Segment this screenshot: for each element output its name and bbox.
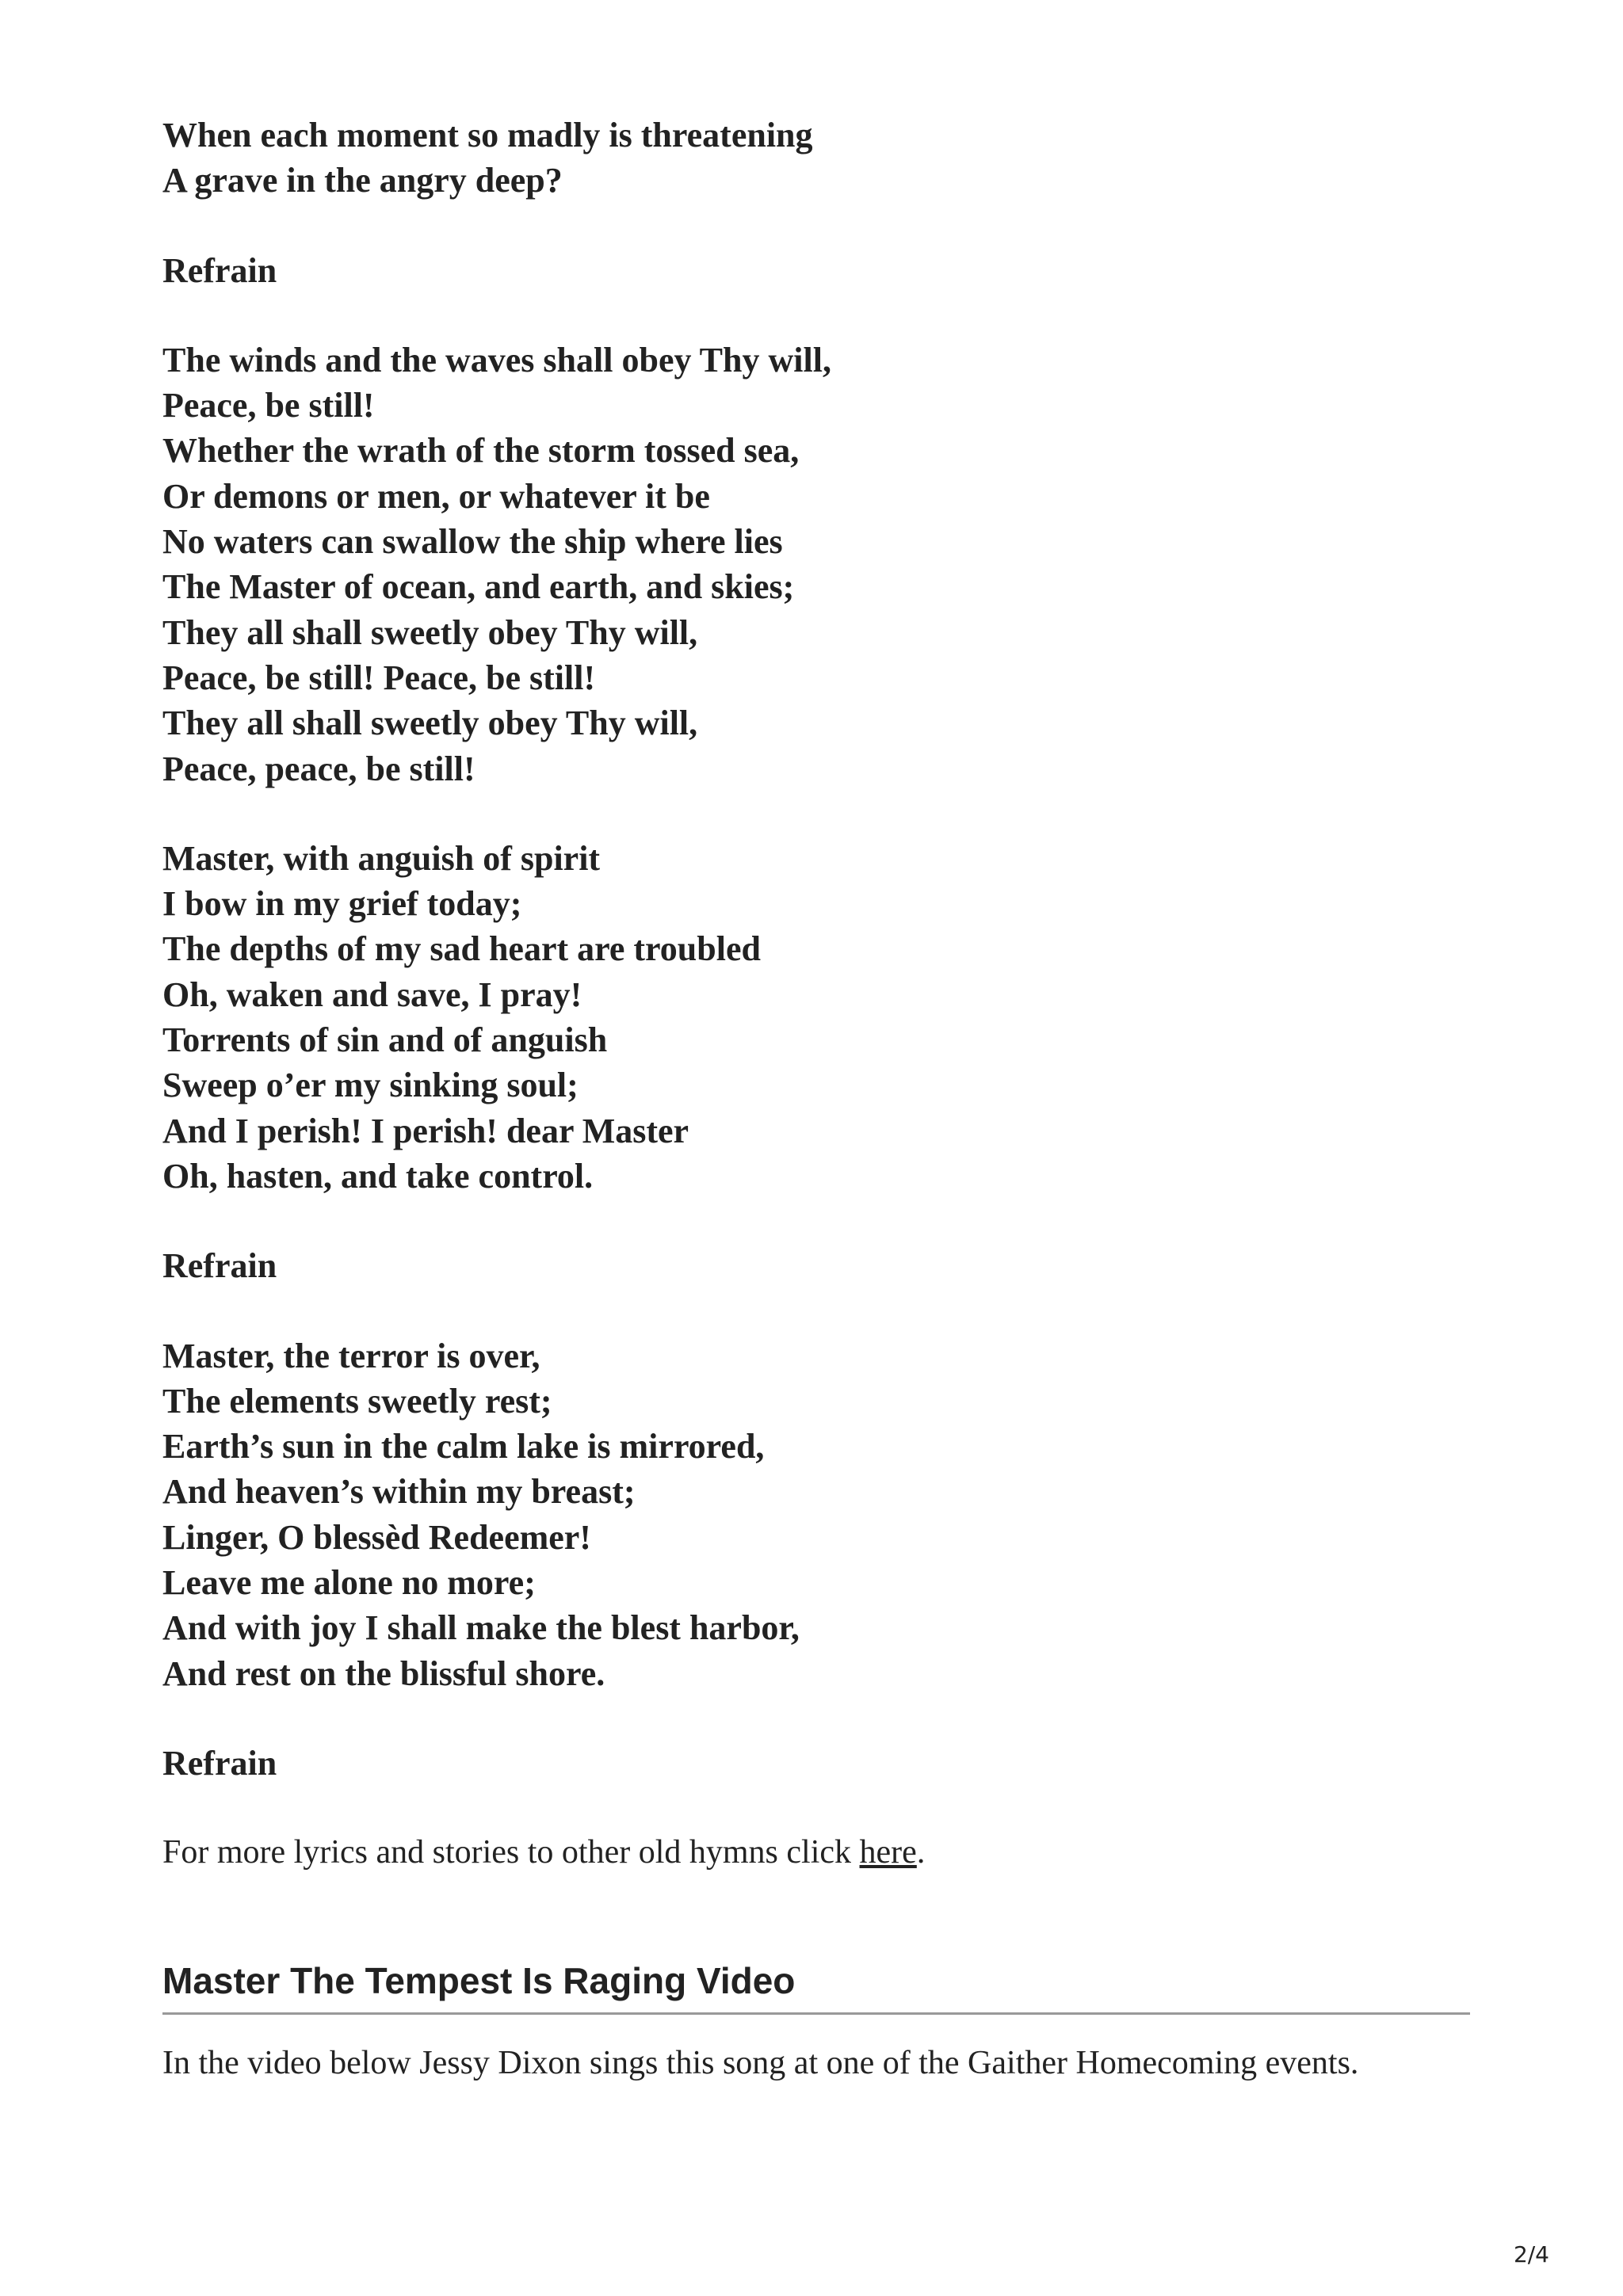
lyric-line: Sweep o’er my sinking soul; [162,1066,579,1105]
lyric-line: Master, with anguish of spirit [162,838,601,878]
lyric-line: Peace, be still! Peace, be still! [162,658,596,697]
more-lyrics-paragraph [162,1830,1470,1875]
lyric-line: Whether the wrath of the storm tossed sea, [162,431,800,471]
stanza-verse-2 [162,836,1470,1199]
stanza-verse-3 [162,1333,1470,1696]
lyric-line: And with joy I shall make the blest harbor, [162,1608,800,1648]
lyric-line: And heaven’s within my breast; [162,1472,636,1512]
lyric-line: Master, the terror is over, [162,1336,540,1375]
lyric-line: And rest on the blissful shore. [162,1653,605,1693]
lyric-line: And I perish! I perish! dear Master [162,1111,689,1150]
video-intro-paragraph: In the video below Jessy Dixon sings this song at one of the Gaither Homecoming events. [162,2045,1359,2081]
lyric-line: Or demons or men, or whatever it be [162,476,710,516]
refrain-label: Refrain [162,1743,277,1783]
refrain-label: Refrain [162,1246,277,1286]
lyric-line: They all shall sweetly obey Thy will, [162,612,698,652]
lyric-line: Earth’s sun in the calm lake is mirrored, [162,1427,765,1466]
lyric-line: Peace, be still! [162,386,375,425]
stanza-refrain-label [162,248,1470,293]
article-body [162,113,1470,1875]
lyric-line: They all shall sweetly obey Thy will, [162,704,698,743]
refrain-label: Refrain [162,250,277,290]
lyric-line: The Master of ocean, and earth, and skies; [162,567,795,607]
lyric-line: Oh, hasten, and take control. [162,1156,594,1196]
video-section-heading: Master The Tempest Is Raging Video [162,1957,1470,2015]
stanza-refrain-label [162,1741,1470,1786]
lyric-line: A grave in the angry deep? [162,161,563,200]
lyric-line: Oh, waken and save, I pray! [162,974,582,1014]
lyric-line: I bow in my grief today; [162,884,522,924]
lyric-line: The winds and the waves shall obey Thy will, [162,340,831,379]
more-lyrics-link[interactable]: here [859,1834,917,1871]
stanza-verse-ending [162,113,1470,204]
more-lyrics-suffix: . [916,1834,926,1871]
stanza-refrain [162,338,1470,791]
lyric-line: Linger, O blessèd Redeemer! [162,1517,591,1557]
lyric-line: Leave me alone no more; [162,1563,536,1603]
stanza-refrain-label [162,1243,1470,1288]
lyric-line: The depths of my sad heart are troubled [162,929,761,969]
more-lyrics-text: For more lyrics and stories to other old hymns click [162,1834,860,1871]
lyric-line: When each moment so madly is threatening [162,116,813,154]
lyric-line: Torrents of sin and of anguish [162,1020,608,1060]
lyric-line: No waters can swallow the ship where lies [162,522,783,562]
lyric-line: The elements sweetly rest; [162,1381,552,1421]
page-number: 2/4 [1513,2241,1549,2267]
lyric-line: Peace, peace, be still! [162,749,475,788]
